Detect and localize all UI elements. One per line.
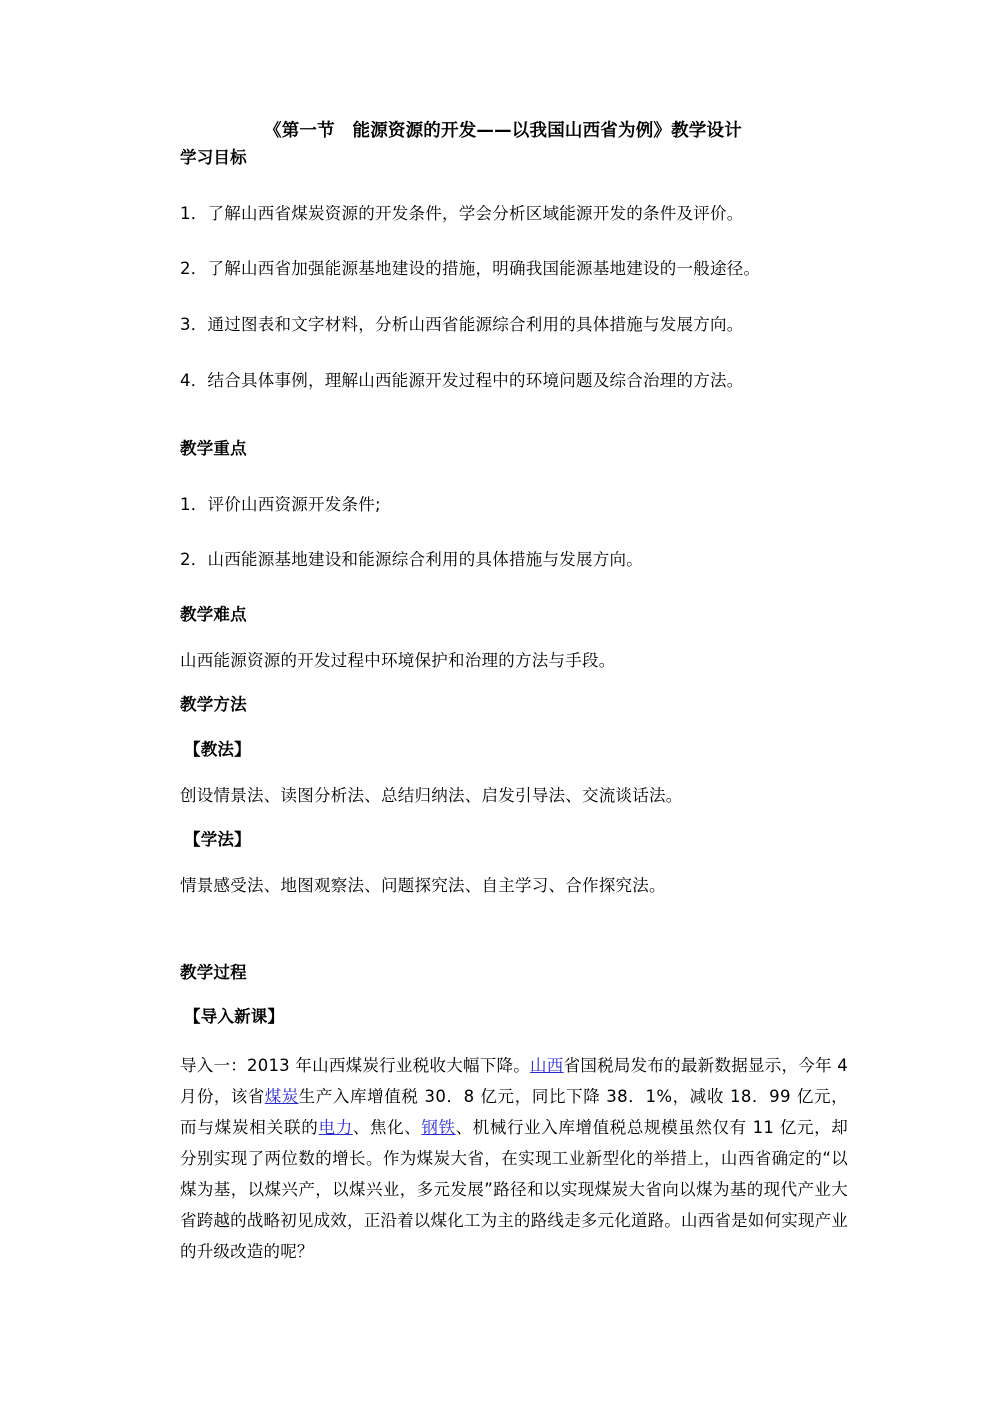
difficult-points-body: 山西能源资源的开发过程中环境保护和治理的方法与手段。 — [180, 650, 616, 670]
paragraph-text-part-2: 省国税局发布的最新数据显示，今年 4 月份，该省 — [180, 1056, 848, 1107]
learning-method-body: 情景感受法、地图观察法、问题探究法、自主学习、合作探究法。 — [180, 876, 666, 896]
section-heading-objectives: 学习目标 — [180, 148, 247, 168]
link-shanxi[interactable]: 山西 — [530, 1056, 564, 1076]
section-heading-key-points: 教学重点 — [180, 439, 247, 459]
section-heading-difficult-points: 教学难点 — [180, 605, 247, 624]
teaching-method-body: 创设情景法、读图分析法、总结归纳法、启发引导法、交流谈话法。 — [180, 785, 683, 805]
page-title: 《第一节 能源资源的开发——以我国山西省为例》教学设计 — [264, 121, 742, 141]
link-coal[interactable]: 煤炭 — [264, 1087, 299, 1107]
intro-paragraph — [180, 1050, 848, 1267]
paragraph-text-part-3: 生产入库增值税 30．8 亿元，同比下降 38．1%，减收 18．99 亿元，而与煤炭相关联的 — [180, 1087, 849, 1138]
objective-item-4: 4．结合具体事例，理解山西能源开发过程中的环境问题及综合治理的方法。 — [180, 370, 744, 390]
subsection-heading-teaching-method: 【教法】 — [184, 740, 251, 760]
subsection-heading-intro-new-lesson: 【导入新课】 — [184, 1007, 285, 1027]
subsection-heading-learning-method: 【学法】 — [184, 830, 251, 850]
section-heading-methods: 教学方法 — [180, 695, 247, 715]
paragraph-text-part-1: 导入一：2013 年山西煤炭行业税收大幅下降。 — [180, 1056, 531, 1076]
section-heading-process: 教学过程 — [180, 962, 247, 982]
paragraph-text-part-5: 、机械行业入库增值税总规模虽然仅有 11 亿元，却分别实现了两位数的增长。作为煤炭大省，在实现工业新型化的举措上，山西省确定的“以煤为基，以煤兴产，以煤兴业，多元发展”路径和以实现煤炭大省向以煤为基的现代产业大省跨越的战略初见成效，正沿着以煤化工为主的路线走多元化道路。山西省是如何实现产业的升级改造的呢？ — [180, 1118, 849, 1262]
link-steel[interactable]: 钢铁 — [421, 1118, 456, 1138]
objective-item-3: 3．通过图表和文字材料，分析山西省能源综合利用的具体措施与发展方向。 — [180, 315, 744, 334]
link-electric-power[interactable]: 电力 — [318, 1118, 353, 1138]
paragraph-text-part-4: 、焦化、 — [352, 1118, 422, 1138]
document-content — [180, 118, 848, 1267]
key-point-item-2: 2．山西能源基地建设和能源综合利用的具体措施与发展方向。 — [180, 550, 643, 570]
key-point-item-1: 1．评价山西资源开发条件; — [180, 494, 381, 514]
objective-item-2: 2．了解山西省加强能源基地建设的措施，明确我国能源基地建设的一般途径。 — [180, 259, 761, 279]
objective-item-1: 1．了解山西省煤炭资源的开发条件，学会分析区域能源开发的条件及评价。 — [180, 203, 744, 223]
